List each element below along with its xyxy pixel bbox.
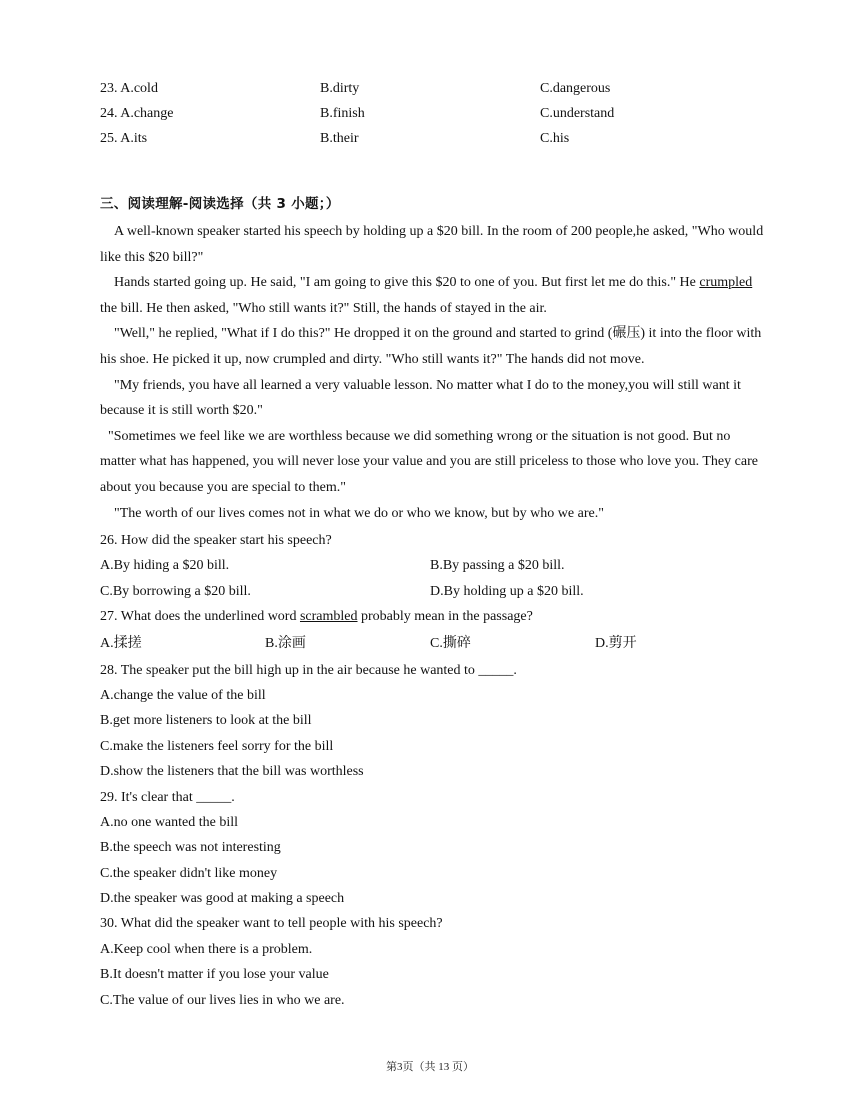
- question-stem: 28. The speaker put the bill high up in the air because he wanted to _____.: [100, 662, 517, 678]
- option-a: A.By hiding a $20 bill.: [100, 558, 230, 574]
- section-heading: 三、阅读理解-阅读选择（共 3 小题；）: [100, 196, 340, 212]
- option-c: C.撕碎: [430, 635, 471, 651]
- passage-paragraph: "Sometimes we feel like we are worthless because we did something wrong or the situation is not good. But no matter what has happened, you will never lose your value and you are still priceless to those who love you. They care about you because you are special to them.": [100, 428, 758, 495]
- option-d: D.the speaker was good at making a speech: [100, 891, 345, 907]
- option-c: C.The value of our lives lies in who we are.: [100, 992, 345, 1008]
- option-c: C.his: [540, 131, 570, 146]
- question-stem: 30. What did the speaker want to tell people with his speech?: [100, 916, 443, 932]
- option-a: 24. A.change: [100, 106, 174, 121]
- passage-paragraph: [100, 270, 765, 321]
- reading-passage: [100, 219, 765, 526]
- option-a: A.揉搓: [100, 635, 142, 651]
- option-a: 23. A.cold: [100, 81, 158, 96]
- option-a: A.Keep cool when there is a problem.: [100, 941, 313, 957]
- option-c: C.dangerous: [540, 81, 611, 96]
- underlined-word: crumpled: [699, 275, 753, 291]
- option-a: A.no one wanted the bill: [100, 814, 239, 830]
- option-c: C.the speaker didn't like money: [100, 865, 278, 881]
- passage-text: the bill. He then asked, "Who still wants it?" Still, the hands of stayed in the air.: [100, 300, 547, 316]
- page-footer: 第3页（共 13 页）: [386, 1061, 474, 1073]
- stem-text: 27. What does the underlined word: [100, 609, 300, 625]
- passage-paragraph: "My friends, you have all learned a very valuable lesson. No matter what I do to the money,you will still want it because it is still worth $20.": [100, 377, 741, 419]
- options-row: [100, 553, 765, 578]
- question-stem: 26. How did the speaker start his speech?: [100, 533, 332, 548]
- passage-text: Hands started going up. He said, "I am going to give this $20 to one of you. But first let me do this." He: [114, 275, 700, 291]
- passage-paragraph: "Well," he replied, "What if I do this?" He dropped it on the ground and started to grind (碾压) it into the floor with his shoe. He picked it up, now crumpled and dirty. "Who still wants it?" The hands did not move.: [100, 326, 762, 367]
- options-row: [100, 630, 765, 658]
- passage-paragraph: "The worth of our lives comes not in what we do or who we know, but by who we are.": [114, 505, 604, 521]
- option-d: D.show the listeners that the bill was worthless: [100, 764, 364, 780]
- option-b: B.their: [320, 131, 359, 146]
- option-b: B.finish: [320, 106, 365, 121]
- options-row: [100, 579, 765, 604]
- questions: [100, 528, 765, 1013]
- option-b: B.It doesn't matter if you lose your value: [100, 967, 329, 983]
- passage-paragraph: A well-known speaker started his speech by holding up a $20 bill. In the room of 200 people,he asked, "Who would like this $20 bill?": [100, 224, 764, 265]
- stem-text: probably mean in the passage?: [357, 609, 533, 625]
- option-b: B.涂画: [265, 635, 306, 651]
- option-b: B.get more listeners to look at the bill: [100, 713, 312, 729]
- option-b: B.the speech was not interesting: [100, 840, 281, 856]
- option-b: B.dirty: [320, 81, 360, 96]
- question-stem: 29. It's clear that _____.: [100, 789, 235, 805]
- option-c: C.understand: [540, 106, 615, 121]
- question-stem: [100, 604, 765, 629]
- option-c: C.make the listeners feel sorry for the bill: [100, 738, 334, 754]
- option-b: B.By passing a $20 bill.: [430, 558, 565, 574]
- underlined-word: scrambled: [299, 609, 358, 625]
- option-a: A.change the value of the bill: [100, 687, 266, 703]
- option-d: D.By holding up a $20 bill.: [430, 583, 584, 599]
- option-d: D.剪开: [595, 635, 637, 651]
- option-a: 25. A.its: [100, 131, 148, 146]
- option-c: C.By borrowing a $20 bill.: [100, 583, 251, 599]
